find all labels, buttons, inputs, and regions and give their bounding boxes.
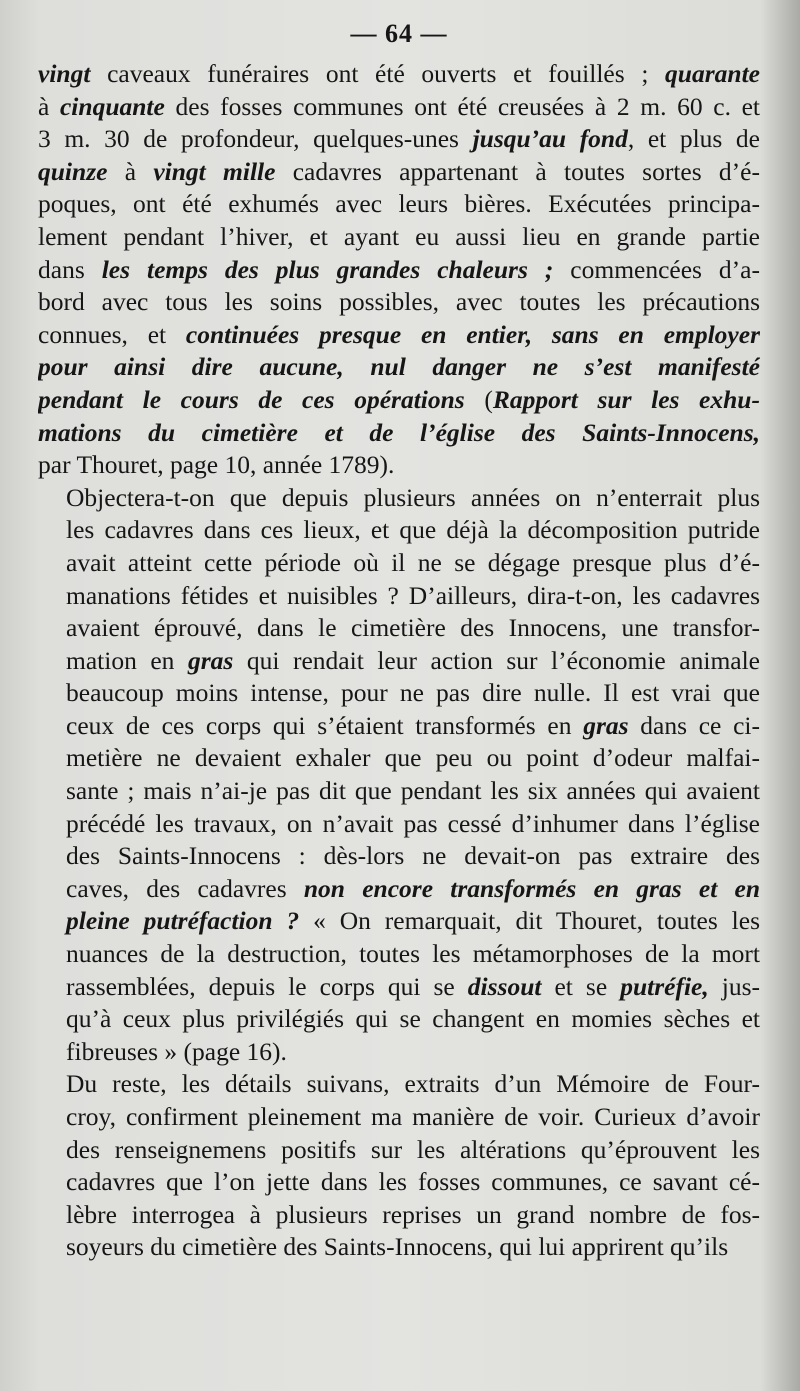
paragraph <box>38 1068 760 1264</box>
text-segment: , et plus de <box>627 124 760 154</box>
italic-text: non encore transformés en gras et en <box>303 873 760 903</box>
text-line <box>38 123 760 156</box>
text-line <box>38 971 760 1004</box>
text-line <box>38 91 760 124</box>
italic-text: gras <box>187 645 234 675</box>
text-line <box>38 612 760 645</box>
text-segment: manations fétides et nuisibles ? D’ailleurs, dira-t-on, les cadavres <box>66 580 760 610</box>
text-line <box>38 710 760 743</box>
italic-text: les temps des plus grandes chaleurs ; <box>101 254 554 284</box>
text-line <box>38 580 760 613</box>
text-segment: metière ne devaient exhaler que peu ou point d’odeur malfai- <box>66 743 760 773</box>
text-segment: caves, des cadavres <box>66 873 304 903</box>
italic-text: dissout <box>467 971 542 1001</box>
text-segment: lèbre interrogea à plusieurs reprises un grand nombre de fos- <box>66 1199 760 1229</box>
text-line <box>38 742 760 775</box>
text-segment: connues, et <box>38 319 186 349</box>
text-line <box>38 482 760 515</box>
text-segment: Objectera-t-on que depuis plusieurs années on n’enterrait plus <box>66 482 760 512</box>
italic-text: quinze <box>38 156 108 186</box>
text-line <box>38 645 760 678</box>
text-line <box>38 449 760 482</box>
text-segment: croy, confirment pleinement ma manière de voir. Curieux d’avoir <box>66 1102 760 1131</box>
text-line <box>38 1231 760 1264</box>
text-line <box>38 221 760 254</box>
text-line <box>38 1134 760 1167</box>
text-segment: par Thouret, page 10, année 1789). <box>38 450 395 480</box>
text-segment: à <box>107 156 154 186</box>
text-line <box>38 384 760 417</box>
text-segment: rassemblées, depuis le corps qui se <box>66 971 468 1001</box>
italic-text: gras <box>583 710 629 740</box>
text-line <box>38 1036 760 1069</box>
paragraph <box>38 58 760 482</box>
text-segment: qu’à ceux plus privilégiés qui se changent en momies sèches et <box>66 1004 760 1034</box>
text-line <box>38 514 760 547</box>
text-line <box>38 808 760 841</box>
text-line <box>38 351 760 384</box>
text-line <box>38 1003 760 1036</box>
italic-text: pleine putréfaction ? <box>66 906 300 936</box>
text-segment: commencées d’a- <box>553 254 760 284</box>
text-segment: mation en <box>66 645 188 675</box>
text-segment: fibreuses » (page 16). <box>66 1036 287 1066</box>
text-segment: et se <box>541 971 621 1001</box>
text-line <box>38 156 760 189</box>
text-line <box>38 1166 760 1199</box>
text-segment: bord avec tous les soins possibles, avec toutes les précautions <box>38 287 760 317</box>
text-segment: les cadavres dans ces lieux, et que déjà la décomposition putride <box>66 515 760 545</box>
paragraph <box>38 482 760 1069</box>
text-segment: soyeurs du cimetière des Saints-Innocens, qui lui apprirent qu’ils <box>66 1232 729 1262</box>
text-segment: cadavres que l’on jette dans les fosses communes, ce savant cé- <box>66 1167 760 1197</box>
text-segment: cadavres appartenant à toutes sortes d’é- <box>275 156 760 186</box>
text-line <box>38 873 760 906</box>
text-segment: dans ce ci- <box>628 710 760 740</box>
text-segment: lement pendant l’hiver, et ayant eu aussi lieu en grande partie <box>38 221 760 251</box>
text-line <box>38 677 760 710</box>
text-line <box>38 417 760 450</box>
italic-text: quarante <box>665 59 760 88</box>
text-line <box>38 1068 760 1101</box>
text-segment: jus- <box>708 971 760 1001</box>
text-line <box>38 547 760 580</box>
italic-text: pendant le cours de ces opérations <box>38 384 465 414</box>
text-segment: ( <box>464 384 493 414</box>
italic-text: putréfie, <box>620 971 709 1001</box>
text-line <box>38 1101 760 1134</box>
italic-text: cinquante <box>59 91 165 121</box>
italic-text: jusqu’au fond <box>472 124 628 154</box>
text-line <box>38 938 760 971</box>
italic-text: vingt mille <box>153 156 276 186</box>
text-line <box>38 319 760 352</box>
text-segment: des fosses communes ont été creusées à 2 m. 60 c. et <box>164 91 760 121</box>
text-line <box>38 188 760 221</box>
text-segment: des renseignemens positifs sur les altérations qu’éprouvent les <box>66 1134 760 1164</box>
text-line <box>38 58 760 91</box>
text-line <box>38 1199 760 1232</box>
italic-text: pour ainsi dire aucune, nul danger ne s’est manifesté <box>38 352 760 382</box>
text-line <box>38 905 760 938</box>
text-line <box>38 840 760 873</box>
italic-text: mations du cimetière et de l’église des Saints-Innocens, <box>38 417 760 447</box>
text-segment: Du reste, les détails suivans, extraits d’un Mémoire de Four- <box>66 1069 760 1099</box>
italic-text: continuées presque en entier, sans en employer <box>185 319 760 349</box>
text-segment: « On remarquait, dit Thouret, toutes les <box>299 906 760 936</box>
body-text <box>38 58 760 1264</box>
text-segment: sante ; mais n’ai-je pas dit que pendant les six années qui avaient <box>66 776 760 806</box>
text-segment: avait atteint cette période où il ne se dégage presque plus d’é- <box>66 547 760 577</box>
text-segment: qui rendait leur action sur l’économie animale <box>233 645 760 675</box>
text-segment: nuances de la destruction, toutes les métamorphoses de la mort <box>66 939 760 969</box>
text-segment: 3 m. 30 de profondeur, quelques-unes <box>38 124 473 154</box>
text-segment: avaient éprouvé, dans le cimetière des Innocens, une transfor- <box>66 613 760 643</box>
text-segment: caveaux funéraires ont été ouverts et fouillés ; <box>90 59 666 88</box>
text-line <box>38 286 760 319</box>
text-segment: dans <box>38 254 102 284</box>
text-segment: poques, ont été exhumés avec leurs bières. Exécutées principa- <box>38 189 760 219</box>
text-segment: des Saints-Innocens : dès-lors ne devait-on pas extraire des <box>66 841 760 871</box>
text-segment: précédé les travaux, on n’avait pas cessé d’inhumer dans l’église <box>66 808 760 838</box>
text-segment: ceux de ces corps qui s’étaient transformés en <box>66 710 584 740</box>
italic-text: vingt <box>38 59 91 88</box>
italic-text: Rapport sur les exhu- <box>492 384 760 414</box>
text-line <box>38 254 760 287</box>
text-segment: à <box>38 91 60 121</box>
text-line <box>38 775 760 808</box>
page-number: — 64 — <box>350 19 448 48</box>
text-segment: beaucoup moins intense, pour ne pas dire nulle. Il est vrai que <box>66 678 760 708</box>
